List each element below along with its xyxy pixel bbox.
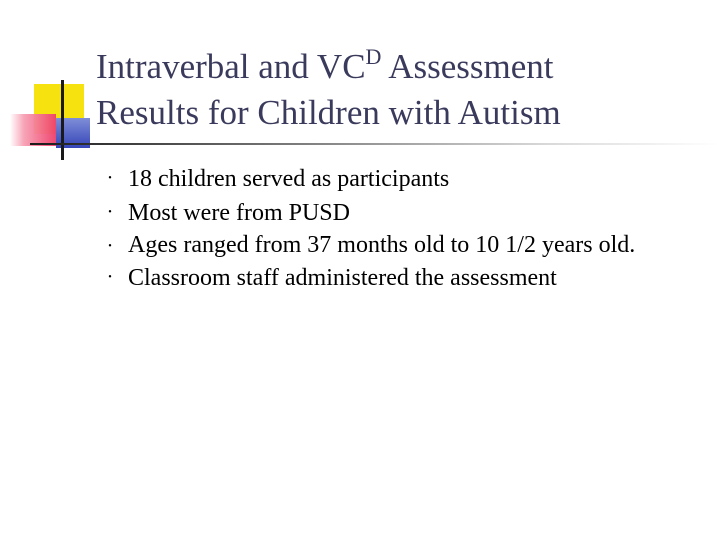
title-text-main: Intraverbal and VC [96, 47, 366, 86]
slide-title [96, 44, 696, 136]
title-text-rest: Assessment [381, 47, 554, 86]
bullet-text: Most were from PUSD [128, 200, 350, 226]
bullet-dot-icon: • [108, 173, 112, 184]
bullet-text: Ages ranged from 37 months old to 10 1/2 years old. [128, 232, 636, 258]
red-gradient-decoration [10, 114, 56, 146]
bullet-item [104, 196, 694, 230]
bullet-item [104, 162, 694, 196]
bullet-dot-icon: • [108, 241, 112, 252]
title-superscript: D [365, 44, 382, 69]
vertical-rule-decoration [61, 80, 64, 160]
bullet-dot-icon: • [108, 207, 112, 218]
bullet-dot-icon: • [108, 272, 112, 283]
bullet-text: 18 children served as participants [128, 166, 450, 192]
bullet-list [104, 162, 694, 295]
title-line-2: Results for Children with Autism [96, 93, 561, 132]
bullet-text: Classroom staff administered the assessment [128, 265, 557, 291]
bullet-item [104, 230, 694, 261]
horizontal-rule-decoration [30, 143, 720, 145]
bullet-item [104, 261, 694, 295]
